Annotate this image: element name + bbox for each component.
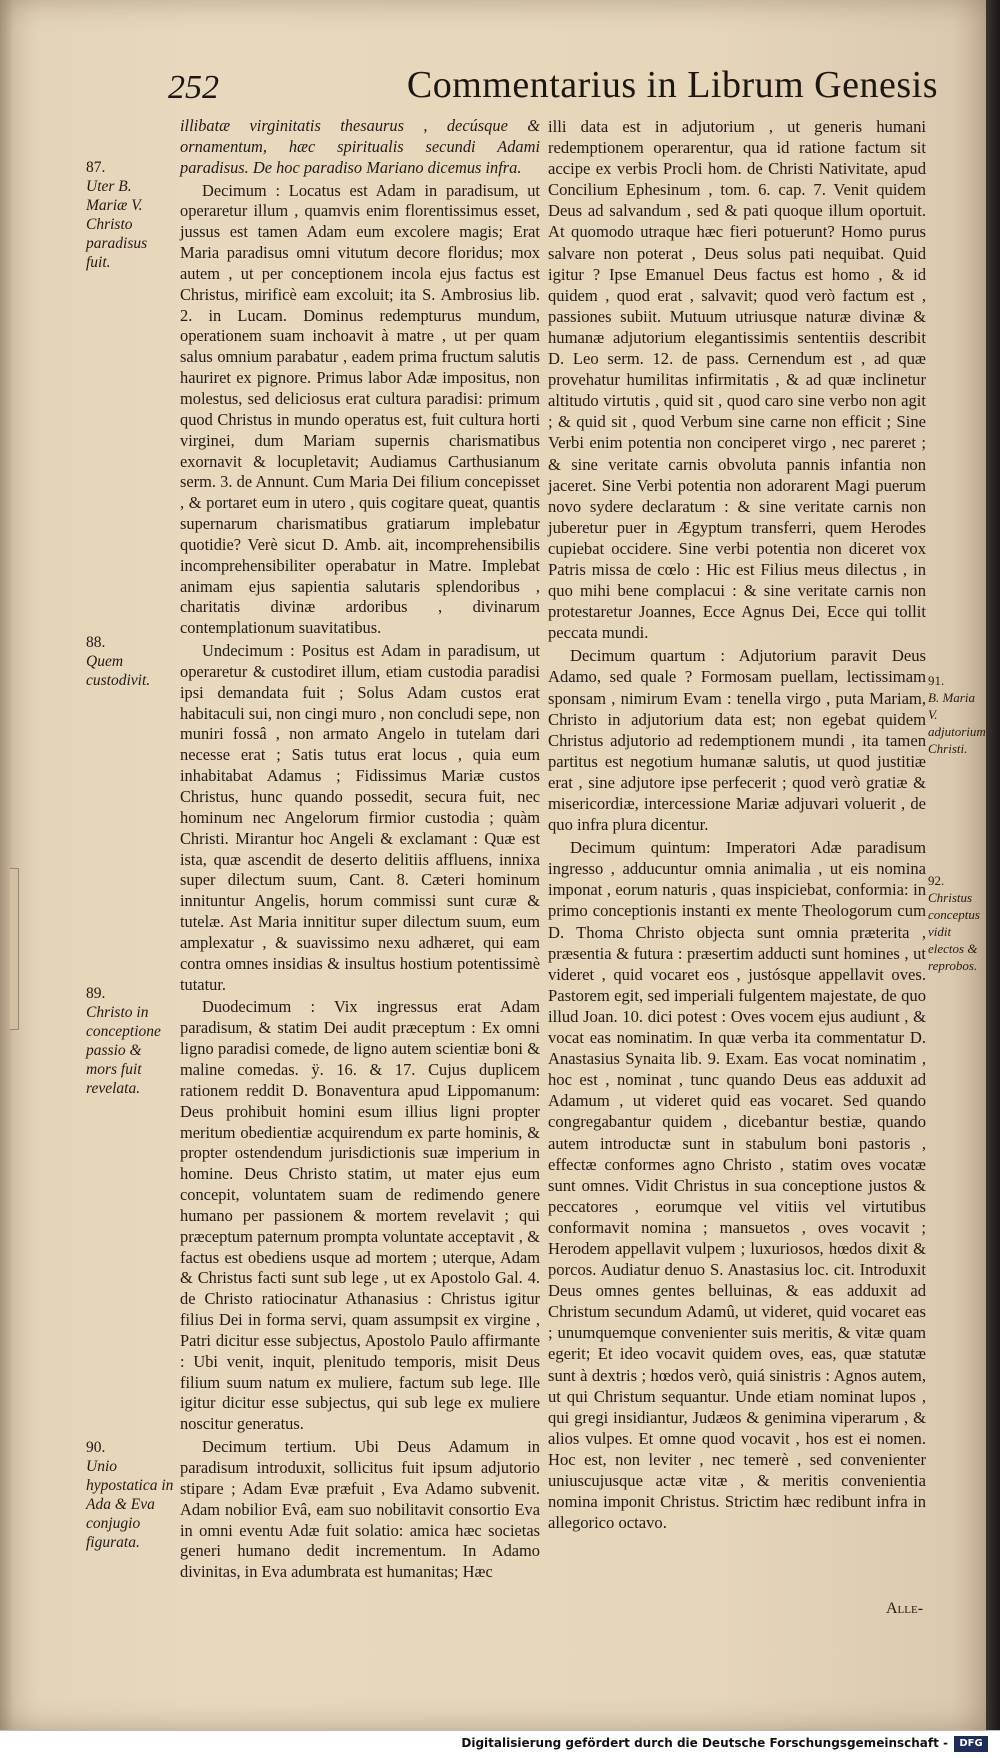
- left-text-column: [180, 116, 540, 1585]
- paragraph: Decimum : Locatus est Adam in paradisum, ut operaretur illum , quamvis enim florentissimus esset, jussus est tamen Adam eum excolere magis; Erat Maria paradisus omni vitutum decore floridus; mox autem , ut per conceptionem incola ejus factus est Christus, mirificè eam excoluit; ita S. Ambrosius lib. 2. in Lucam. Dominus redempturus mundum, operationem suam inchoavit à matre , ut per quam salus omnium parabatur , eadem prima fructum salutis hauriret ex pignore. Primus labor Adæ impositus, non molestus, sed deliciosus erat cultura paradisi: primum quod Christus in mundo operatus est, fuit cultura horti virginei, dum Mariam supernis charismatibus exornavit & locupletavit; Audiamus Carthusianum serm. 3. de Annunt. Cum Maria Dei filium concepisset , & portaret eum in utero , quis cogitare queat, quantis supernarum charismatibus gratiarum implebatur quotidie? Verè sicut D. Amb. ait, incomprehensibilis incomprehensibiliter operabatur in Matre. Implebat animam ejus sapientia salutaris splendoribus , charitatis divinæ ardoribus , divinarum contemplationum suavitatibus.: [180, 180, 540, 638]
- dfg-logo-icon: DFG: [954, 1736, 988, 1752]
- paragraph: illi data est in adjutorium , ut generis humani redemptionem operarentur, qua id ratione factum sit accipe ex verbis Procli hom. de Christi Nativitate, apud Concilium Ephesinum , tom. 6. cap. 7. Venit quidem Deus ad salvandum , sed & pati quoque illum oportuit. At quomodo utraque hæc fieri potuerunt? Homo purus salvare non poterat , Deus solus pati nequibat. Quid igitur ? Ipse Emanuel Deus factus est homo , & id quidem , quod erat , salvavit; quod verò factum est , passiones subiit. Mutuum utriusque naturæ divinæ & humanæ adjutorium elegantissimis sententiis describit D. Leo serm. 12. de pass. Cernendum est , ad quæ provehatur humilitas infirmitatis , & ad quæ inclinetur altitudo virtutis , quid sit , quod caro sine verbo non agit ; & quid sit , quod Verbum sine carne non efficit ; Sine Verbi enim potentia non conciperet virgo , nec pareret ; & sine veritate carnis obvoluta pannis infantia non jaceret. Sine Verbi potentia non adorarent Magi puerum novo sydere declaratum : & sine veritate carnis non juberetur puer in Ægyptum transferri, quem Herodes cupiebat occidere. Sine verbi potentia non diceret vox Patris missa de cœlo : Hic est Filius meus dilectus , in quo mihi bene complacui : & sine veritate carnis non protestaretur Joannes, Ecce Agnus Dei, Ecce qui tollit peccata mundi.: [548, 117, 926, 643]
- margin-note-87: 87. Uter B. Mariæ V. Christo paradisus fuit.: [86, 159, 148, 271]
- right-text-column: [548, 116, 926, 1535]
- book-edge: [986, 0, 1000, 1757]
- paragraph: Decimum quintum: Imperatori Adæ paradisum ingresso , adducuntur omnia animalia , ut eis nomina imponat , eorum naturis , quas inspiciebat, conformia: in primo conceptionis instanti ex mente Theologorum cum D. Thoma Christo objecta sunt omnia præterita , præsentia & futura : præsertim adducti sunt homines , ut videret , quid vocaret eos , justósque appellavit oves. Pastorem egit, sed imperiali fulgentem majestate, de quo illud Joan. 10. dici potest : Oves vocem ejus audiunt , & vocat eas nominatim. In quæ verba ita commentatur D. Anastasius Synaita lib. 9. Exam. Eas vocat nominatim , hoc est , nominat , tunc quando Deus eas adduxit ad Adamum , ut videret quid eas vocaret. Sed quando congregabantur quidem , dicebantur bestiæ, quando autem introductæ sunt in stabulum boni pastoris , effectæ conformes agno Christo , statim oves vocatæ sunt omnes. Vidit Christus in sua conceptione justos & peccatores , eorumque vel vitiis vel virtutibus conformavit nomina ; mansuetos , oves vocavit ; Herodem appellavit vulpem ; luxuriosos, hœdos dixit & porcos. Audiatur denuo S. Anastasius loc. cit. Introduxit Deus omnes gentes belluinas, & eas adduxit ad Christum secundum Adamû, ut videret, quid vocaret eas ; unumquemque convenienter suis meritis, & vitæ quam egerit; Et ideo vocavit quidem oves, eas, quæ statutæ sunt à dextris ; hœdos verò, quiá sinistris : Agnos autem, ut qui Christum sequantur. Unde etiam nominat lupos , qui gregi insidiantur, Judæos & genimina viperarum , & alios vulpes. Et omne quod vocavit , hos est ei nomen. Hoc est, non leviter , nec temerè , sed convenienter uniuscujusque actæ vitæ , & meritis convenientia nomina imponit Christus. Strictim hæc redibunt infra in allegorico octavo.: [548, 838, 926, 1533]
- paragraph: Duodecimum : Vix ingressus erat Adam paradisum, & statim Dei audit præceptum : Ex omni ligno paradisi comede, de ligno autem scientiæ boni & maline comedas. ÿ. 16. & 17. Cujus duplicem rationem reddit D. Bonaventura apud Lippomanum: Deus prohibuit homini esum illius ligni propter meritum obedientiæ acquirendum ex parte hominis, & propter ostendendum jurisdictionis suæ imperium in homine. Deus Christo statim, ut mater ejus eum concepit, voluntatem suam de redimendo genere humano per passionem & mortem revelavit ; qui præceptum paternum prompta voluntate acceptavit , & factus est obediens usque ad mortem ; uterque, Adam & Christus facti sunt sub lege , ut ex Apostolo Gal. 4. de Christo ratiocinatur Athanasius : Christus igitur filius Dei in forma servi, quam assumpsit ex virgine , Patri dicitur esse subjectus, Apostolo Paulo affirmante : Ubi venit, inquit, plenitudo temporis, misit Deus filium suum natum ex muliere, factum sub lege. Ille igitur dicitur esse subjectus, qui sub lege ex muliere noscitur generatus.: [180, 997, 540, 1434]
- digitization-footer: [0, 1730, 1000, 1758]
- margin-note-92: 92. Christus conceptus vidit electos & reprobos.: [928, 873, 980, 973]
- paragraph: illibatæ virginitatis thesaurus , decúsque & ornamentum, hæc spiritualis secundi Adami paradisus. De hoc paradiso Mariano dicemus infra.: [180, 116, 540, 177]
- page-title: Commentarius in Librum Genesis: [406, 64, 938, 106]
- running-head: [168, 62, 938, 114]
- margin-note-90: 90. Unio hypostatica in Ada & Eva conjugio figurata.: [86, 1439, 174, 1551]
- page-number: 252: [168, 69, 219, 106]
- page-tab-marker: [10, 868, 19, 1030]
- paragraph: Undecimum : Positus est Adam in paradisum, ut operaretur & custodiret illum, etiam custodia paradisi ipsi demandata fuit ; Solus Adam custos erat habitaculi sui, non cingi muro , non concludi sepe, non muniri fossâ , non armato Angelo in tutelam dari necesse erat ; Satis tutus erat locus , quia eum inhabitabat Adamus ; Fidissimus Mariæ custos Christus, hunc quando possedit, secura fuit, nec hominum nec Angelorum firmior custodia ; quàm Christi. Mirantur hoc Angeli & exclamant : Quæ est ista, quæ ascendit de deserto delitiis affluens, innixa super dilectum suum, Cant. 8. Cæteri hominum innituntur Angelis, horum commissi sunt curæ & tutelæ. Ast Maria innititur super dilectum suum, eum amplexatur , & suavissimo nexu adhæret, qui eam contra omnes insidias & insultus hostium potentissimè tutatur.: [180, 641, 540, 994]
- margin-note-88: 88. Quem custodivit.: [86, 634, 151, 689]
- margin-note-91: 91. B. Maria V. adjutorium Christi.: [928, 673, 986, 756]
- paragraph: Decimum quartum : Adjutorium paravit Deus Adamo, sed quale ? Formosam puellam, lectissimam sponsam , nimirum Evam : tenella virgo , puta Mariam, Christo in adjutorium data est; non egebat quidem Christus adjutorio ad redemptionem mundi , ita tamen partitus est negotium humanæ salutis, ut quod justitiæ erat , sine adjutore ipse perfecerit ; quod verò gratiæ & misericordiæ, intercessione Mariæ adjuvari voluerit , de quo infra plura dicentur.: [548, 646, 926, 835]
- margin-note-89: 89. Christo in conceptione passio & mors fuit revelata.: [86, 985, 161, 1097]
- catchword: Alle-: [886, 1600, 924, 1617]
- paragraph: Decimum tertium. Ubi Deus Adamum in paradisum introduxit, sollicitus fuit ipsum adjutorio stipare ; Adam Evæ præfuit , Eva Adamo subvenit. Adam nobilior Evâ, eam suo nobilitavit consortio Eva in omni eventu Adæ fuit solatio: amica hæc societas generi humano dedit incrementum. In Adamo divinitas, in Eva adumbrata est humanitas; Hæc: [180, 1437, 540, 1582]
- footer-credit: Digitalisierung gefördert durch die Deutsche Forschungsgemeinschaft -: [461, 1736, 948, 1750]
